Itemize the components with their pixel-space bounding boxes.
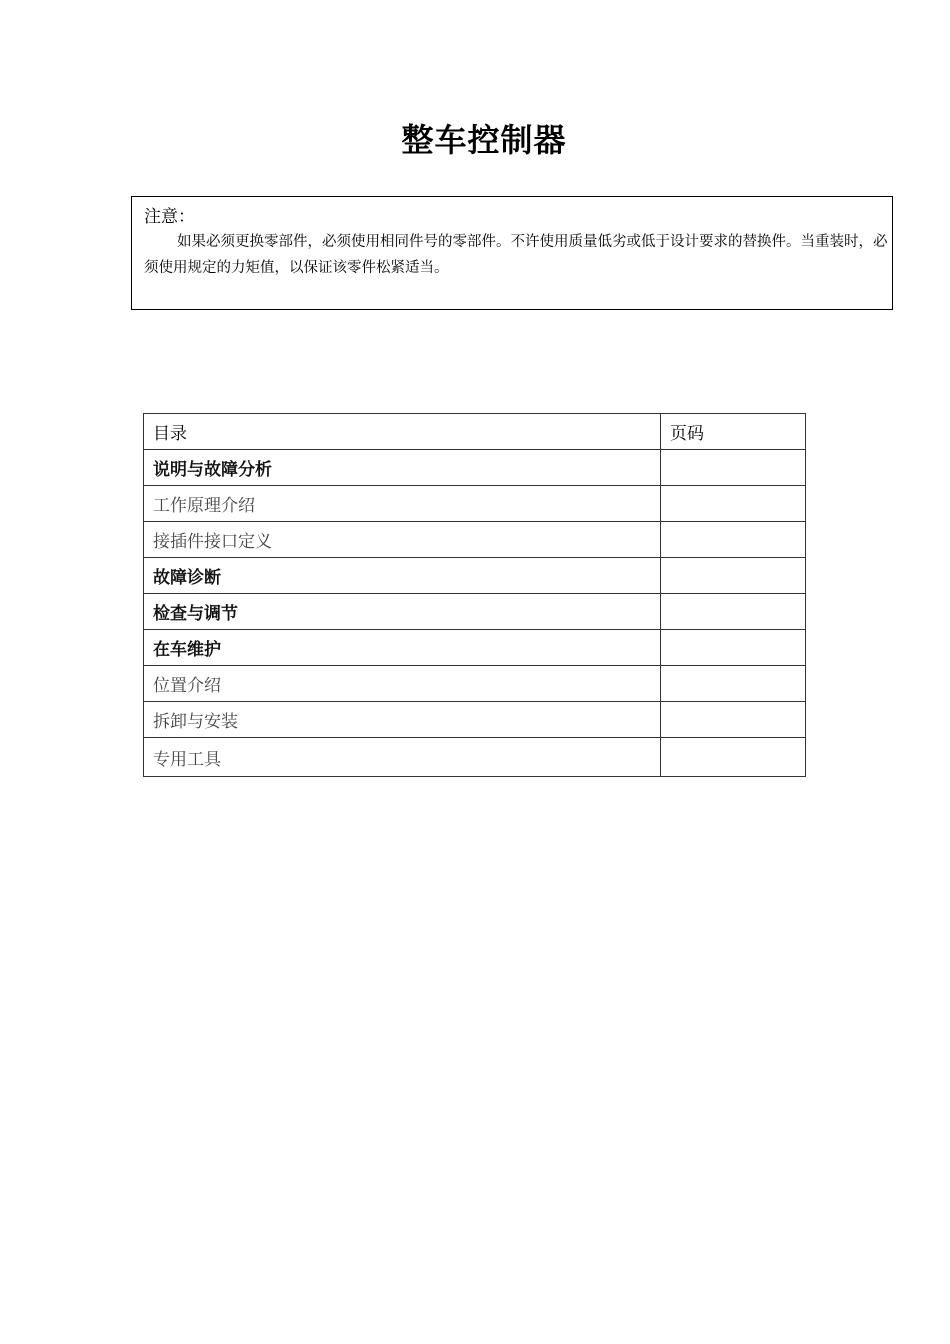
toc-row [144, 738, 806, 777]
toc-row [144, 486, 806, 522]
toc-row [144, 702, 806, 738]
toc-row-page [661, 666, 806, 702]
notice-label: 注意： [144, 207, 195, 227]
toc-row [144, 450, 806, 486]
toc-row-title: 位置介绍 [144, 666, 661, 702]
toc-row-title: 在车维护 [144, 630, 661, 666]
toc-row-page [661, 558, 806, 594]
toc-header-contents: 目录 [144, 414, 661, 450]
toc-row [144, 594, 806, 630]
toc-row-title: 检查与调节 [144, 594, 661, 630]
toc-row [144, 522, 806, 558]
toc-row-page [661, 630, 806, 666]
toc-row-title: 专用工具 [144, 738, 661, 777]
notice-box [131, 196, 893, 310]
toc-row-page [661, 450, 806, 486]
notice-text: 如果必须更换零部件，必须使用相同件号的零部件。不许使用质量低劣或低于设计要求的替换件。当重装时，必须使用规定的力矩值，以保证该零件松紧适当。 [144, 234, 888, 276]
toc-header-row [144, 414, 806, 450]
page-title: 整车控制器 [401, 121, 567, 159]
toc-row-title: 工作原理介绍 [144, 486, 661, 522]
toc-row-page [661, 702, 806, 738]
toc-row-page [661, 522, 806, 558]
toc-row-page [661, 594, 806, 630]
toc-row [144, 666, 806, 702]
toc-row-page [661, 486, 806, 522]
toc-row-title: 接插件接口定义 [144, 522, 661, 558]
toc-row-title: 故障诊断 [144, 558, 661, 594]
toc-header-page: 页码 [661, 414, 806, 450]
toc-row-title: 说明与故障分析 [144, 450, 661, 486]
toc-row [144, 630, 806, 666]
toc-row [144, 558, 806, 594]
toc-row-page [661, 738, 806, 777]
toc-table [143, 413, 806, 777]
toc-row-title: 拆卸与安装 [144, 702, 661, 738]
